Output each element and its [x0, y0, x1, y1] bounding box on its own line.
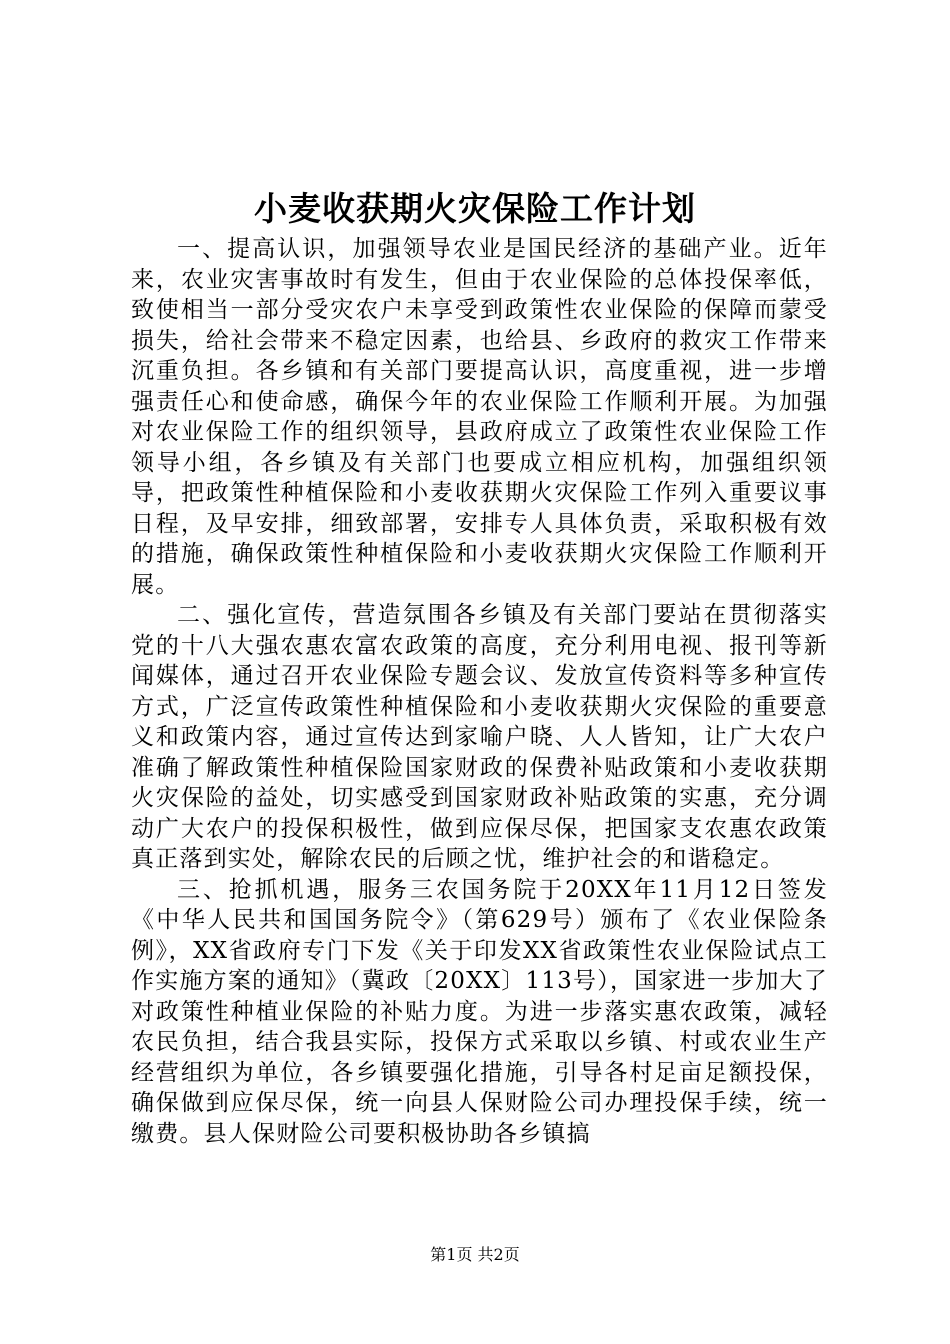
document-body [131, 234, 828, 1149]
paragraph-2: 二、强化宣传，营造氛围各乡镇及有关部门要站在贯彻落实党的十八大强农惠农富农政策的高度，充分利用电视、报刊等新闻媒体，通过召开农业保险专题会议、发放宣传资料等多种宣传方式，广泛宣传政策性种植保险和小麦收获期火灾保险的重要意义和政策内容，通过宣传达到家喻户晓、人人皆知，让广大农户准确了解政策性种植保险国家财政的保费补贴政策和小麦收获期火灾保险的益处，切实感受到国家财政补贴政策的实惠，充分调动广大农户的投保积极性，做到应保尽保，把国家支农惠农政策真正落到实处，解除农民的后顾之忧，维护社会的和谐稳定。 [131, 602, 828, 872]
document-title: 小麦收获期火灾保险工作计划 [254, 189, 696, 228]
paragraph-3: 三、抢抓机遇，服务三农国务院于20XX年11月12日签发《中华人民共和国国务院令》（第629号）颁布了《农业保险条例》，XX省政府专门下发《关于印发XX省政策性农业保险试点工作实施方案的通知》（冀政〔20XX〕113号），国家进一步加大了对政策性种植业保险的补贴力度。为进一步落实惠农政策，减轻农民负担，结合我县实际，投保方式采取以乡镇、村或农业生产经营组织为单位，各乡镇要强化措施，引导各村足亩足额投保，确保做到应保尽保，统一向县人保财险公司办理投保手续，统一缴费。县人保财险公司要积极协助各乡镇搞 [131, 876, 828, 1147]
page-footer: 第1页 共2页 [430, 1245, 520, 1264]
paragraph-1: 一、提高认识，加强领导农业是国民经济的基础产业。近年来，农业灾害事故时有发生，但由于农业保险的总体投保率低，致使相当一部分受灾农户未享受到政策性农业保险的保障而蒙受损失，给社会带来不稳定因素，也给县、乡政府的救灾工作带来沉重负担。各乡镇和有关部门要提高认识，高度重视，进一步增强责任心和使命感，确保今年的农业保险工作顺利开展。为加强对农业保险工作的组织领导，县政府成立了政策性农业保险工作领导小组，各乡镇及有关部门也要成立相应机构，加强组织领导，把政策性种植保险和小麦收获期火灾保险工作列入重要议事日程，及早安排，细致部署，安排专人具体负责，采取积极有效的措施，确保政策性种植保险和小麦收获期火灾保险工作顺利开展。 [131, 236, 828, 598]
